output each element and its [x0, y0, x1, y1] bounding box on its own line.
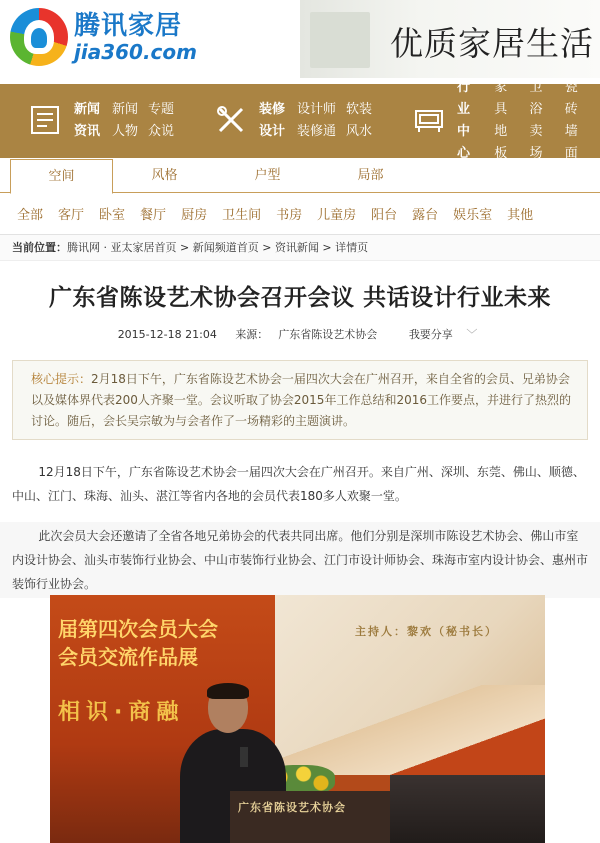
chevron-down-icon: ﹀: [466, 328, 478, 341]
room-bathroom[interactable]: 卫生间: [222, 208, 262, 223]
nav-link-topics[interactable]: 专题: [148, 102, 175, 117]
nav-link-furniture[interactable]: 家具: [494, 80, 508, 117]
main-nav: [0, 80, 600, 161]
breadcrumb-channel[interactable]: 新闻频道首页: [192, 241, 259, 254]
article-meta: [0, 326, 600, 342]
breadcrumb-label: 当前位置：: [12, 241, 67, 254]
article-summary: [12, 360, 588, 440]
logo-mark-icon: [10, 8, 68, 66]
tab-layout[interactable]: 户型: [254, 168, 281, 183]
breadcrumb-current: 详情页: [335, 241, 369, 254]
nav-head-industry[interactable]: 行业: [456, 80, 470, 117]
speaker-hair: [207, 683, 249, 699]
source-label: 来源：: [235, 328, 269, 341]
backdrop-line3: 相识·商融: [58, 700, 185, 725]
room-other[interactable]: 其他: [507, 208, 534, 223]
article-photo: [50, 595, 545, 843]
nav-link-stores[interactable]: 卖场: [529, 124, 543, 161]
room-dining[interactable]: 餐厅: [140, 208, 167, 223]
breadcrumb-news[interactable]: 资讯新闻: [274, 241, 319, 254]
nav-link-walls[interactable]: 墙面: [564, 124, 578, 161]
room-study[interactable]: 书房: [276, 208, 303, 223]
logo-name: 腾讯家居: [74, 11, 183, 41]
nav-group-news: [28, 84, 184, 158]
share-label: 我要分享: [408, 328, 453, 341]
nav-group-industry: [412, 80, 600, 161]
room-filter: [0, 193, 600, 235]
nav-link-fengshui[interactable]: 风水: [346, 124, 373, 139]
breadcrumb-separator: >: [258, 241, 275, 254]
article-datetime: 2015-12-18 21:04: [117, 328, 217, 341]
breadcrumb-separator: >: [176, 241, 193, 254]
room-balcony[interactable]: 阳台: [371, 208, 398, 223]
backdrop-line1: 届第四次会员大会: [58, 617, 218, 641]
nav-link-news[interactable]: 新闻: [112, 102, 139, 117]
article-paragraph: 此次会员大会还邀请了全省各地兄弟协会的代表共同出席。他们分别是深圳市陈设艺术协会、佛山市室内设计协会、汕头市装饰行业协会、中山市装饰行业协会、江门市设计师协会、珠海市室内设计协会、惠州市装饰行业协会。: [0, 522, 600, 598]
backdrop-line2: 会员交流作品展: [58, 645, 198, 669]
nav-link-flooring[interactable]: 地板: [494, 124, 508, 161]
screen-graphic: [275, 685, 545, 775]
share-button[interactable]: [404, 328, 483, 341]
article-paragraph: 12月18日下午，广东省陈设艺术协会一届四次大会在广州召开。来自广州、深圳、东莞、佛山、顺德、中山、江门、珠海、汕头、湛江等省内各地的会员代表180多人欢聚一堂。: [12, 465, 585, 503]
site-header: [0, 0, 600, 78]
summary-lead: 核心提示：: [31, 372, 92, 386]
banner-slogan: 优质家居生活: [390, 24, 594, 63]
article-source: 广东省陈设艺术协会: [278, 328, 378, 341]
podium: [230, 791, 390, 843]
nav-link-soft-decor[interactable]: 软装: [346, 102, 373, 117]
breadcrumb-home[interactable]: 腾讯网 · 亚太家居首页: [67, 241, 177, 254]
tab-style[interactable]: 风格: [151, 168, 178, 183]
header-banner[interactable]: [300, 0, 600, 78]
background-shadow: [390, 775, 545, 843]
nav-link-tiles[interactable]: 瓷砖: [564, 80, 578, 117]
nav-link-decor-guide[interactable]: 装修通: [297, 124, 337, 139]
nav-head-decoration[interactable]: 装修: [259, 102, 286, 117]
tab-space[interactable]: 空间: [10, 159, 113, 194]
projection-screen: [275, 595, 545, 775]
microphone-icon: [240, 747, 248, 767]
article-title: 广东省陈设艺术协会召开会议 共话设计行业未来: [48, 285, 551, 311]
nav-group-design: [213, 84, 382, 158]
room-terrace[interactable]: 露台: [412, 208, 439, 223]
room-entertainment[interactable]: 娱乐室: [453, 208, 493, 223]
nav-link-people[interactable]: 人物: [112, 124, 139, 139]
nav-head-center[interactable]: 中心: [456, 124, 470, 161]
nav-link-opinions[interactable]: 众说: [148, 124, 175, 139]
room-kitchen[interactable]: 厨房: [181, 208, 208, 223]
room-kids[interactable]: 儿童房: [317, 208, 357, 223]
logo-domain: jia360.com: [74, 40, 197, 64]
nav-head-info[interactable]: 资讯: [74, 124, 101, 139]
nav-head-news[interactable]: 新闻: [74, 102, 101, 117]
room-living[interactable]: 客厅: [58, 208, 85, 223]
breadcrumb-separator: >: [318, 241, 336, 254]
nav-head-design[interactable]: 设计: [259, 124, 286, 139]
tab-partial[interactable]: 局部: [357, 168, 384, 183]
nav-link-designer[interactable]: 设计师: [297, 102, 337, 117]
sofa-icon: [412, 103, 447, 139]
tools-icon: [213, 103, 249, 139]
category-tabs: [0, 159, 600, 193]
site-logo[interactable]: [10, 8, 197, 66]
breadcrumb: [0, 235, 600, 261]
screen-host-text: 主持人：黎欢（秘书长）: [355, 625, 498, 638]
podium-label: 广东省陈设艺术协会: [238, 801, 346, 814]
summary-text: 2月18日下午，广东省陈设艺术协会一届四次大会在广州召开，来自全省的会员、兄弟协会以及媒体界代表200人齐聚一堂。会议听取了协会2015年工作总结和2016工作要点，并进行了热烈的讨论。随后，会长吴宗敏为与会者作了一场精彩的主题演讲。: [31, 372, 571, 428]
room-bedroom[interactable]: 卧室: [99, 208, 126, 223]
room-all[interactable]: 全部: [17, 208, 44, 223]
nav-link-bathroom[interactable]: 卫浴: [529, 80, 543, 117]
document-icon: [28, 103, 64, 139]
